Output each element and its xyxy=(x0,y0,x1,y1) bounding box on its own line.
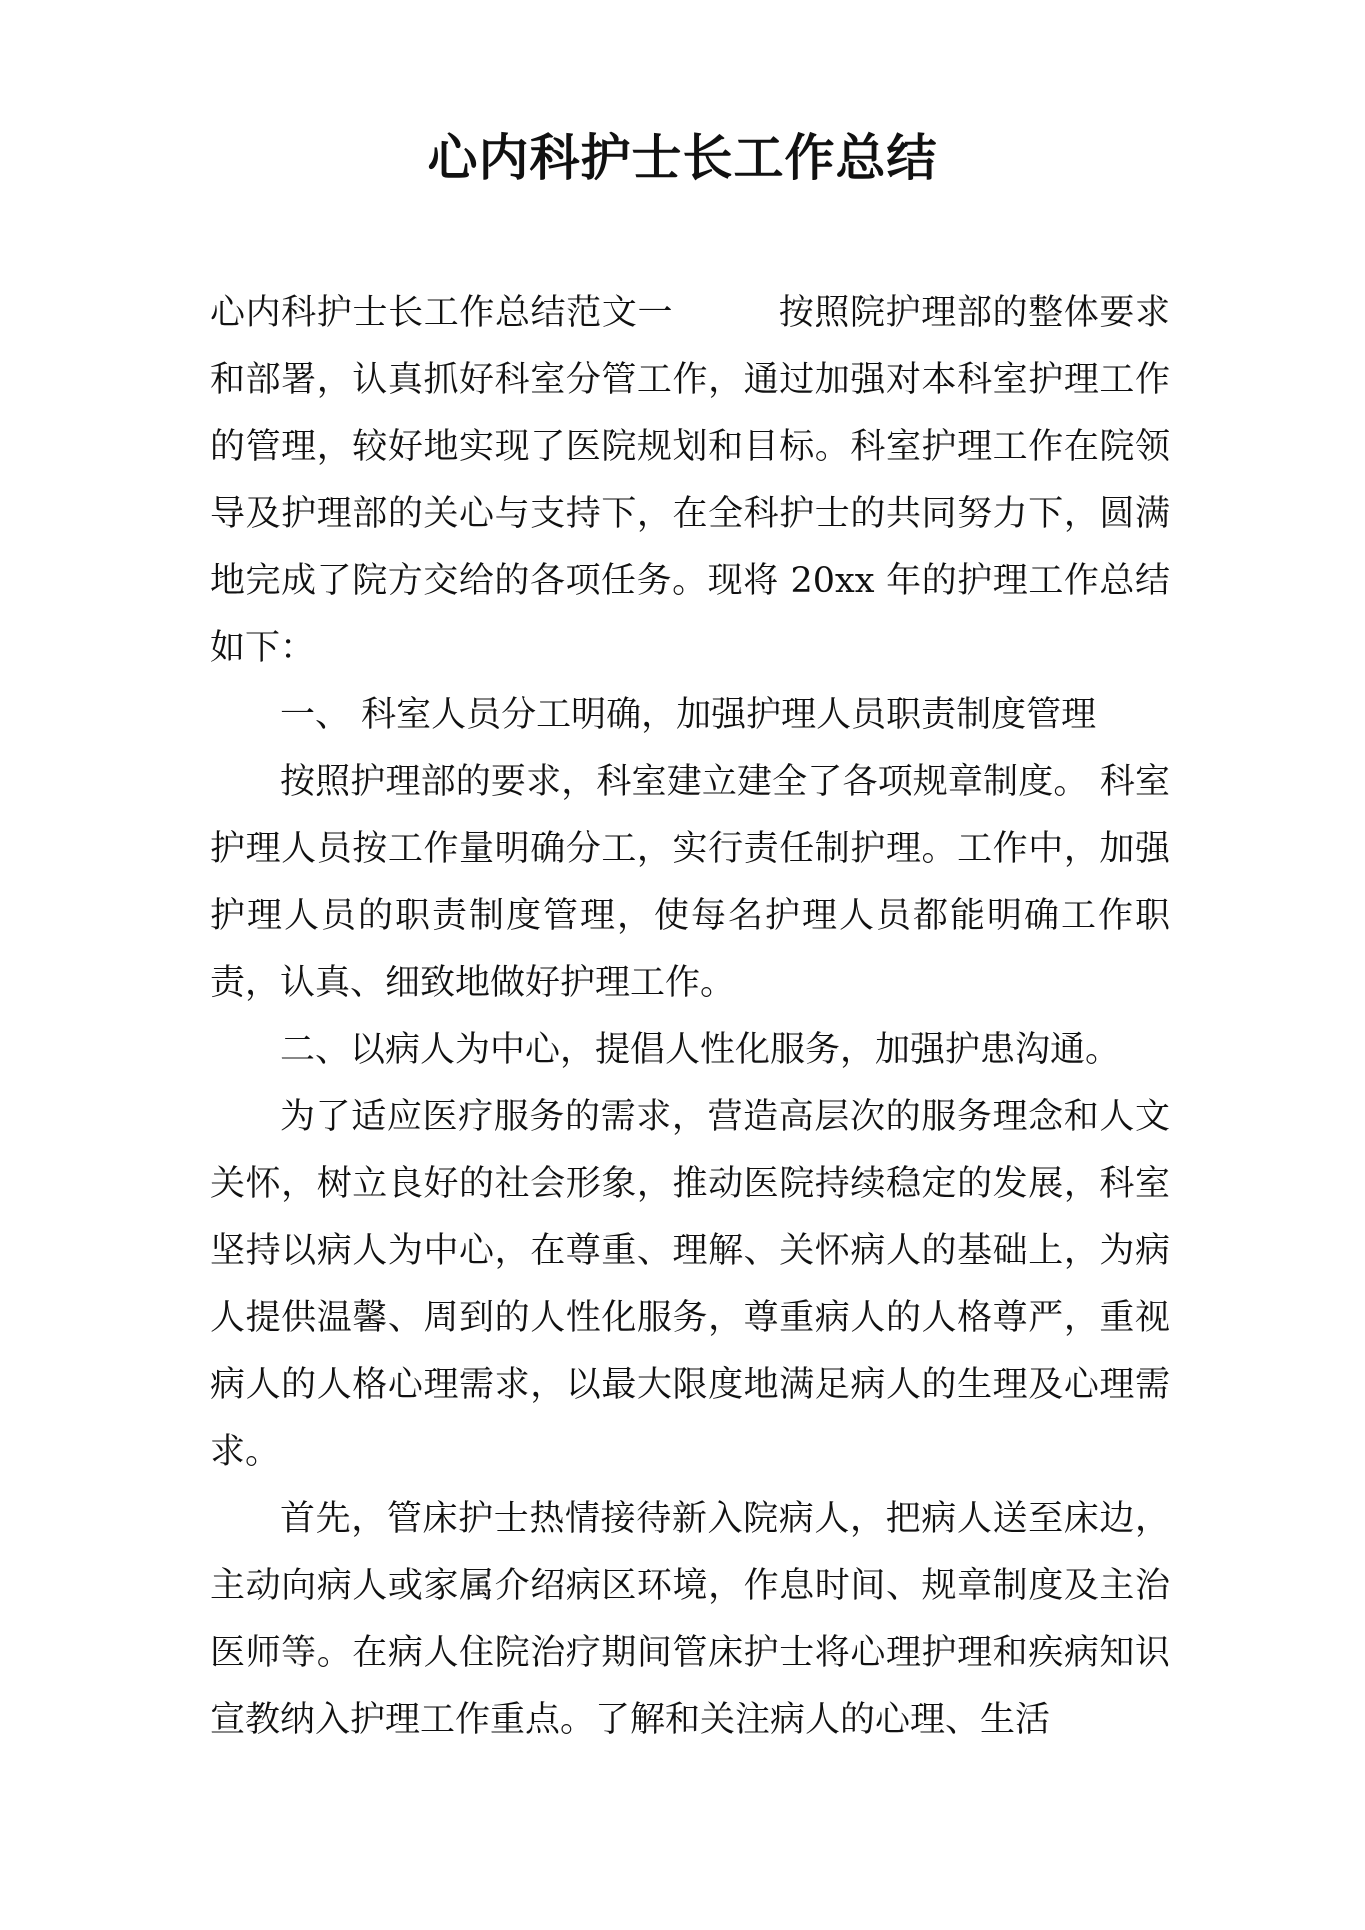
section-paragraph-3: 首先，管床护士热情接待新入院病人，把病人送至床边，主动向病人或家属介绍病区环境，作息时间、规章制度及主治医师等。在病人住院治疗期间管床护士将心理护理和疾病知识宣教纳入护理工作重点。了解和关注病人的心理、生活 xyxy=(210,1499,1170,1740)
intro-label: 心内科护士长工作总结范文一 xyxy=(210,293,674,333)
document-body xyxy=(210,280,1170,1754)
document-title: 心内科护士长工作总结 xyxy=(427,129,938,187)
section-heading-2: 二、以病人为中心，提倡人性化服务，加强护患沟通。 xyxy=(280,1030,1121,1070)
intro-paragraph xyxy=(210,280,1170,682)
intro-text: 按照院护理部的整体要求和部署，认真抓好科室分管工作，通过加强对本科室护理工作的管理，较好地实现了医院规划和目标。科室护理工作在院领导及护理部的关心与支持下，在全科护士的共同努力下，圆满地完成了院方交给的各项任务。现将 20xx 年的护理工作总结如下： xyxy=(210,293,1170,668)
section-paragraph-1: 按照护理部的要求，科室建立建全了各项规章制度。 科室护理人员按工作量明确分工，实行责任制护理。工作中，加强护理人员的职责制度管理，使每名护理人员都能明确工作职责，认真、细致地做好护理工作。 xyxy=(210,762,1170,1003)
section-heading-1: 一、 科室人员分工明确，加强护理人员职责制度管理 xyxy=(280,695,1097,735)
section-paragraph-2: 为了适应医疗服务的需求，营造高层次的服务理念和人文关怀，树立良好的社会形象，推动医院持续稳定的发展，科室坚持以病人为中心，在尊重、理解、关怀病人的基础上，为病人提供温馨、周到的人性化服务，尊重病人的人格尊严，重视病人的人格心理需求，以最大限度地满足病人的生理及心理需求。 xyxy=(210,1097,1170,1472)
